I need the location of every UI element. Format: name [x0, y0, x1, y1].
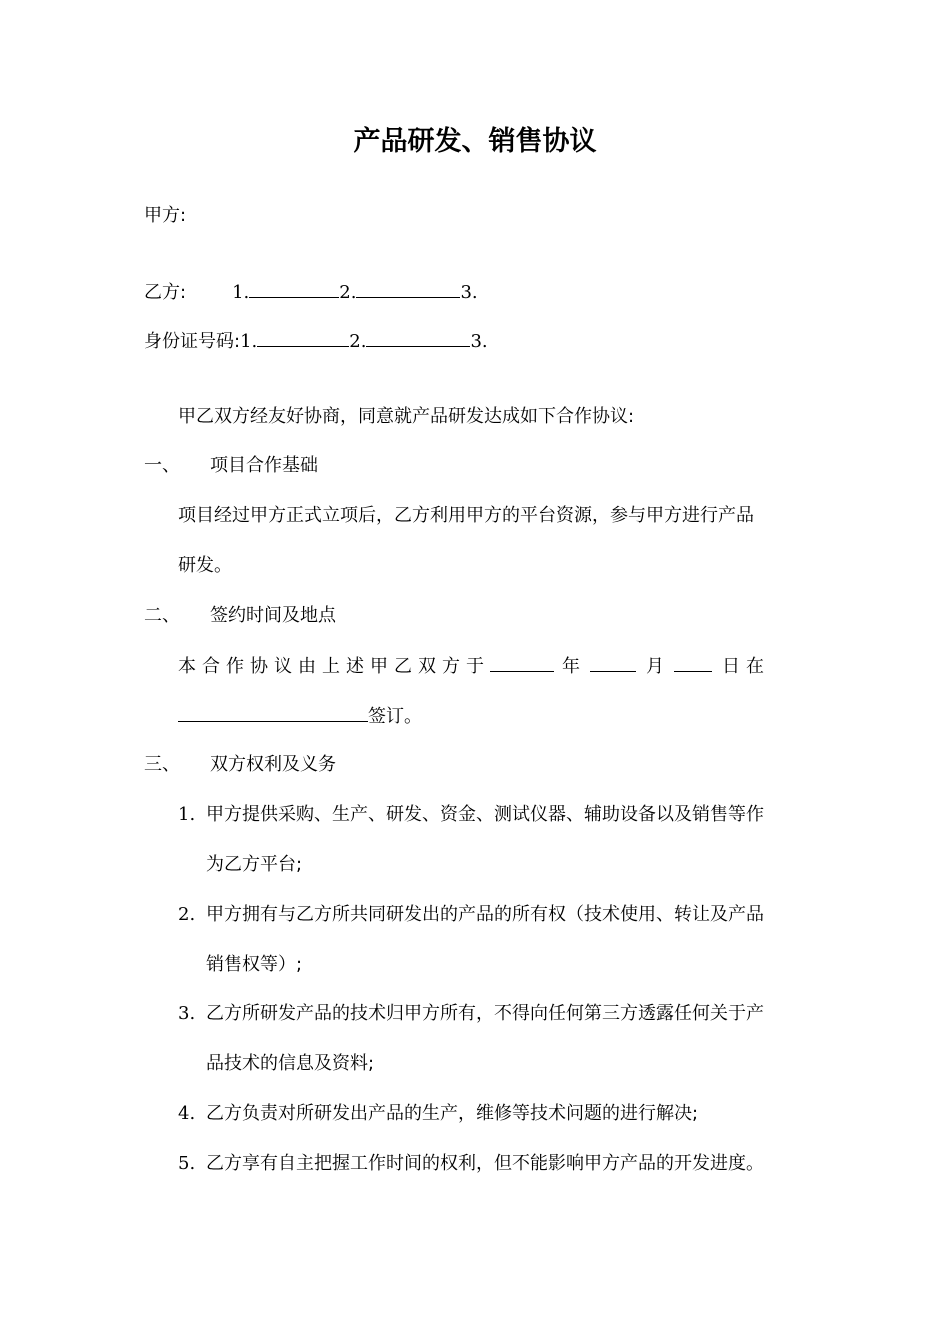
- section-2-num: 二、: [144, 605, 180, 626]
- list-item-1-cont: 为乙方平台;: [206, 854, 303, 875]
- signed-label: 签订。: [368, 706, 422, 727]
- list-item-5: [178, 1151, 764, 1177]
- section-2-heading: [144, 603, 336, 629]
- list-item-3: [178, 1001, 764, 1027]
- section-1-body-line-2: 研发。: [178, 555, 232, 576]
- section-2-body-line-2: [178, 703, 422, 730]
- section-1-heading: [144, 453, 318, 479]
- section-2-title: 签约时间及地点: [210, 605, 336, 626]
- party-b-row: [144, 279, 478, 306]
- section-3-title: 双方权利及义务: [210, 754, 336, 775]
- intro-text: 甲乙双方经友好协商，同意就产品研发达成如下合作协议:: [178, 406, 635, 427]
- id-blank-1[interactable]: [257, 328, 349, 347]
- party-b-num-2: 2.: [339, 282, 357, 303]
- party-b-blank-1[interactable]: [249, 279, 339, 298]
- section-2-body-line-1: [178, 653, 770, 680]
- list-item-1-num: 1.: [178, 804, 196, 825]
- list-item-1: [178, 802, 764, 828]
- list-item-4-num: 4.: [178, 1103, 196, 1124]
- list-item-2-text: 甲方拥有与乙方所共同研发出的产品的所有权（技术使用、转让及产品: [206, 904, 764, 925]
- id-label: 身份证号码:: [144, 331, 241, 352]
- month-blank[interactable]: [590, 653, 636, 672]
- day-blank[interactable]: [674, 653, 712, 672]
- year-blank[interactable]: [490, 653, 554, 672]
- id-blank-2[interactable]: [366, 328, 470, 347]
- party-b-num-3: 3.: [460, 282, 478, 303]
- id-num-1: 1.: [240, 331, 258, 352]
- list-item-3-text: 乙方所研发产品的技术归甲方所有，不得向任何第三方透露任何关于产: [206, 1003, 764, 1024]
- place-blank[interactable]: [178, 703, 368, 722]
- section-1-body-line-1: 项目经过甲方正式立项后，乙方利用甲方的平台资源，参与甲方进行产品: [178, 505, 754, 526]
- list-item-2: [178, 902, 764, 928]
- year-label: 年: [562, 656, 580, 677]
- section-1-title: 项目合作基础: [210, 455, 318, 476]
- section-3-heading: [144, 752, 336, 778]
- list-item-2-cont: 销售权等）;: [206, 954, 303, 975]
- list-item-3-cont: 品技术的信息及资料;: [206, 1053, 375, 1074]
- day-label: 日在: [722, 656, 770, 677]
- list-item-5-text: 乙方享有自主把握工作时间的权利，但不能影响甲方产品的开发进度。: [206, 1153, 764, 1174]
- id-num-2: 2.: [349, 331, 367, 352]
- section-1-num: 一、: [144, 455, 180, 476]
- party-a-label: 甲方:: [144, 205, 187, 226]
- list-item-2-num: 2.: [178, 904, 196, 925]
- list-item-5-num: 5.: [178, 1153, 196, 1174]
- list-item-4-text: 乙方负责对所研发出产品的生产，维修等技术问题的进行解决;: [206, 1103, 699, 1124]
- party-b-label: 乙方:: [144, 282, 187, 303]
- list-item-1-text: 甲方提供采购、生产、研发、资金、测试仪器、辅助设备以及销售等作: [206, 804, 764, 825]
- section-2-prefix: 本合作协议由上述甲乙双方于: [178, 656, 490, 677]
- id-row: [144, 328, 488, 355]
- list-item-4: [178, 1101, 698, 1127]
- party-b-blank-2[interactable]: [356, 279, 460, 298]
- id-num-3: 3.: [470, 331, 488, 352]
- section-3-num: 三、: [144, 754, 180, 775]
- month-label: 月: [646, 656, 664, 677]
- list-item-3-num: 3.: [178, 1003, 196, 1024]
- document-title: 产品研发、销售协议: [353, 126, 597, 157]
- party-b-num-1: 1.: [232, 282, 250, 303]
